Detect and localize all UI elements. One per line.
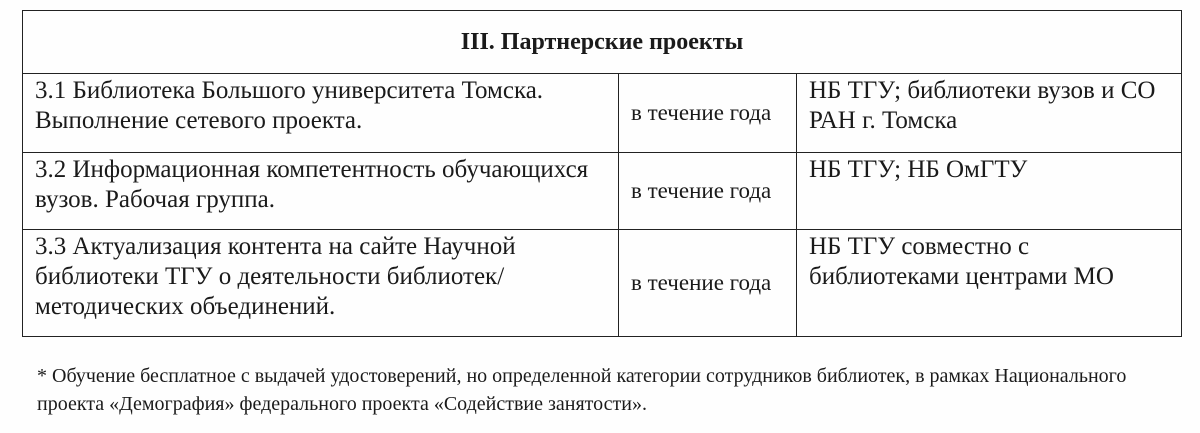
term-cell: в течение года <box>619 230 797 337</box>
section-title: III. Партнерские проекты <box>23 11 1182 74</box>
table-row <box>23 230 1182 337</box>
task-cell: 3.2 Информационная компетентность обучающихся вузов. Рабочая группа. <box>23 153 619 230</box>
table-row <box>23 74 1182 153</box>
task-cell: 3.1 Библиотека Большого университета Томска. Выполнение сетевого проекта. <box>23 74 619 153</box>
term-cell: в течение года <box>619 74 797 153</box>
responsible-cell: НБ ТГУ совместно с библиотеками центрами МО <box>797 230 1182 337</box>
task-cell: 3.3 Актуализация контента на сайте Научной библиотеки ТГУ о деятельности библиотек/методических объединений. <box>23 230 619 337</box>
responsible-cell: НБ ТГУ; библиотеки вузов и СО РАН г. Томска <box>797 74 1182 153</box>
table-row <box>23 153 1182 230</box>
footnote: * Обучение бесплатное с выдачей удостоверений, но определенной категории сотрудников библиотек, в рамках Национального проекта «Демография» федерального проекта «Содействие занятости». <box>37 365 1127 415</box>
section-header-row <box>23 11 1182 74</box>
term-cell: в течение года <box>619 153 797 230</box>
partner-projects-table <box>22 10 1182 337</box>
responsible-cell: НБ ТГУ; НБ ОмГТУ <box>797 153 1182 230</box>
